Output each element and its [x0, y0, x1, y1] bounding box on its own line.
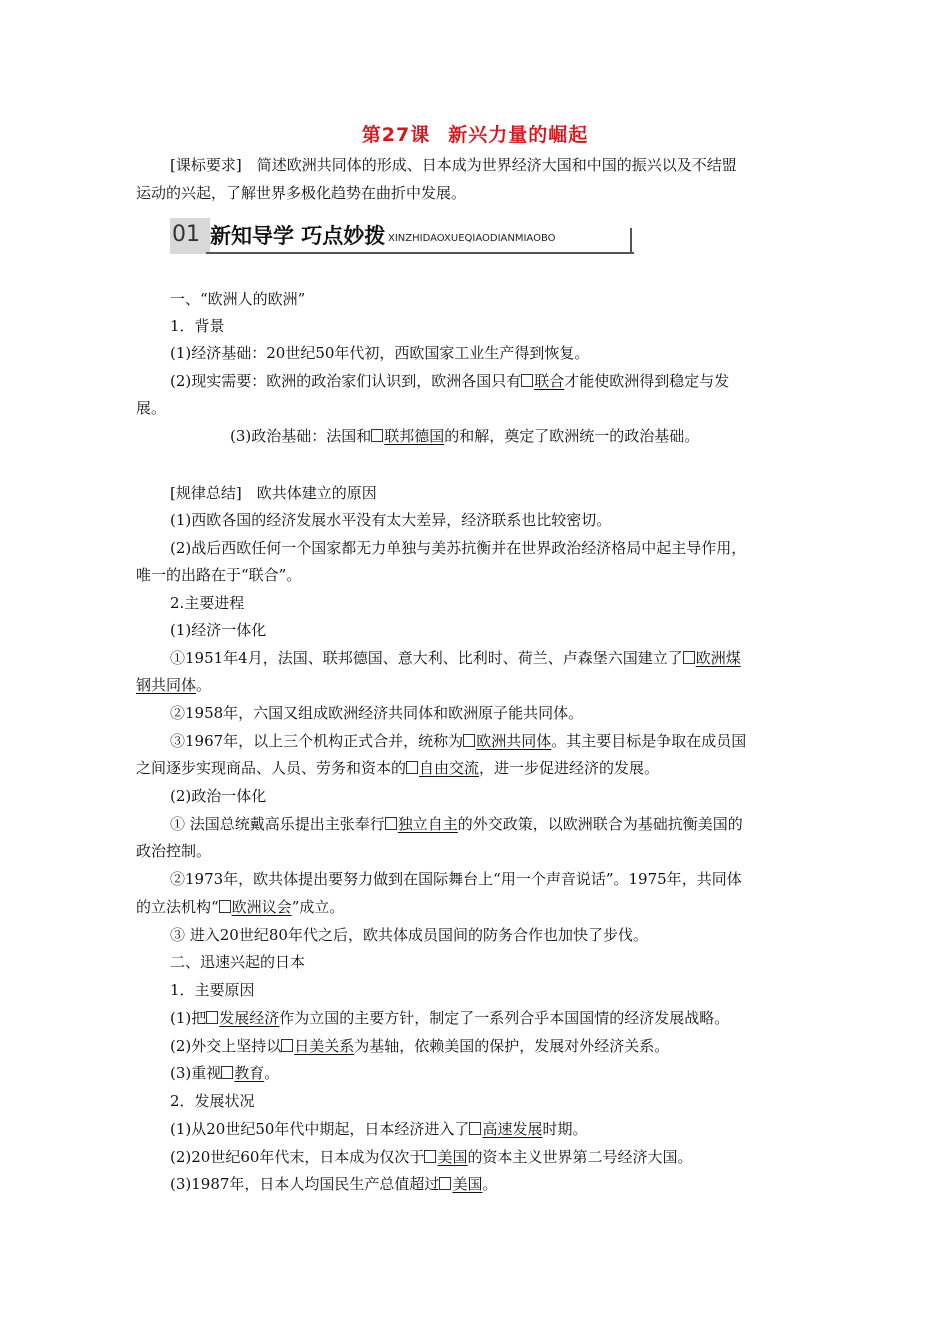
- answer-text: 钢共同体: [136, 676, 197, 694]
- text: ③1967年，以上三个机构正式合并，统称为: [170, 732, 464, 750]
- banner-number: 01: [172, 222, 200, 247]
- text: ①1951年4月，法国、联邦德国、意大利、比利时、荷兰、卢森堡六国建立了: [170, 649, 683, 667]
- section-2-heading: 二、迅速兴起的日本: [170, 953, 306, 971]
- text: 。: [264, 1064, 280, 1082]
- answer-text: 欧洲共同体: [476, 732, 552, 750]
- answer-text: 美国: [437, 1148, 468, 1166]
- answer-text: 欧洲煤: [695, 649, 741, 667]
- text: 的和解，奠定了欧洲统一的政治基础。: [444, 427, 700, 445]
- text: (3)重视: [170, 1064, 222, 1082]
- banner-underline: [206, 252, 634, 254]
- paragraph: [170, 1119, 587, 1139]
- paragraph: ②1973年，欧共体提出要努力做到在国际舞台上“用一个声音说话”。1975年，共同体: [170, 870, 742, 888]
- paragraph-continued: [136, 675, 211, 695]
- paragraph-continued: 政治控制。: [136, 842, 212, 860]
- text: 。其主要目标是争取在成员国: [551, 732, 747, 750]
- text: (3)政治基础：法国和: [230, 427, 372, 445]
- answer-text: 发展经济: [219, 1009, 280, 1027]
- blank-box: [371, 429, 383, 442]
- answer-text: 美国: [452, 1175, 483, 1193]
- text: (2)现实需要：欧洲的政治家们认识到，欧洲各国只有: [170, 372, 522, 390]
- paragraph: [170, 1147, 692, 1167]
- sub-heading-development: 2．发展状况: [170, 1092, 255, 1110]
- answer-text: 高速发展: [482, 1120, 543, 1138]
- text: 的资本主义世界第二号经济大国。: [467, 1148, 693, 1166]
- text: 为基轴，依赖美国的保护，发展对外经济关系。: [354, 1037, 670, 1055]
- page-title: [0, 120, 950, 147]
- text: (2)外交上坚持以: [170, 1037, 282, 1055]
- blank-box: [424, 1150, 436, 1163]
- text: 的立法机构“: [136, 898, 219, 916]
- sub-heading-reasons: 1．主要原因: [170, 981, 255, 999]
- paragraph: [170, 1063, 279, 1083]
- text: (3)1987年，日本人均国民生产总值超过: [170, 1175, 440, 1193]
- paragraph: [170, 1174, 497, 1194]
- text: ① 法国总统戴高乐提出主张奉行: [170, 815, 385, 833]
- text: ，进一步促进经济的发展。: [479, 759, 660, 777]
- answer-text: 教育: [234, 1064, 265, 1082]
- blank-box: [683, 651, 695, 664]
- text: 之间逐步实现商品、人员、劳务和资本的: [136, 759, 407, 777]
- sub-heading-economic: (1)经济一体化: [170, 621, 267, 639]
- text: 时期。: [542, 1120, 588, 1138]
- paragraph: [170, 814, 743, 834]
- blank-box: [219, 900, 231, 913]
- summary-heading: [规律总结] 欧共体建立的原因: [170, 484, 377, 502]
- blank-box: [521, 374, 533, 387]
- blank-box: [221, 1066, 233, 1079]
- requirement-line-2: 运动的兴起，了解世界多极化趋势在曲折中发展。: [136, 184, 467, 202]
- requirement-line-1: [课标要求] 简述欧洲共同体的形成、日本成为世界经济大国和中国的振兴以及不结盟: [170, 156, 737, 174]
- banner-title: 新知导学 巧点妙拨: [210, 223, 386, 248]
- text: 才能使欧洲得到稳定与发: [564, 372, 730, 390]
- blank-box: [439, 1177, 451, 1190]
- paragraph: [170, 731, 746, 751]
- paragraph-continued: 展。: [136, 399, 167, 417]
- sub-heading-political: (2)政治一体化: [170, 787, 267, 805]
- text: (1)从20世纪50年代中期起，日本经济进入了: [170, 1120, 470, 1138]
- paragraph: [170, 1008, 729, 1028]
- banner-end-bar: [630, 228, 632, 254]
- text: 。: [196, 676, 212, 694]
- answer-text: 联邦德国: [384, 427, 445, 445]
- blank-box: [463, 734, 475, 747]
- text: (1)把: [170, 1009, 207, 1027]
- lesson-name: 新兴力量的崛起: [448, 124, 589, 146]
- blank-box: [385, 817, 397, 830]
- blank-box: [206, 1011, 218, 1024]
- answer-text: 自由交流: [419, 759, 480, 777]
- text: 。: [482, 1175, 498, 1193]
- answer-text: 独立自主: [397, 815, 458, 833]
- paragraph: (2)战后西欧任何一个国家都无力单独与美苏抗衡并在世界政治经济格局中起主导作用，: [170, 539, 747, 557]
- sub-heading-background: 1．背景: [170, 317, 225, 335]
- answer-text: 欧洲议会: [231, 898, 292, 916]
- blank-box: [281, 1039, 293, 1052]
- text: ”成立。: [291, 898, 345, 916]
- sub-heading-process: 2.主要进程: [170, 594, 245, 612]
- text: 的外交政策，以欧洲联合为基础抗衡美国的: [457, 815, 743, 833]
- paragraph: ③ 进入20世纪80年代之后，欧共体成员国间的防务合作也加快了步伐。: [170, 926, 648, 944]
- section-1-heading: 一、“欧洲人的欧洲”: [170, 290, 306, 308]
- paragraph: [170, 371, 729, 391]
- section-banner: [170, 218, 632, 254]
- paragraph: [230, 426, 699, 446]
- answer-text: 联合: [534, 372, 565, 390]
- blank-box: [469, 1122, 481, 1135]
- paragraph: [170, 648, 741, 668]
- paragraph: [170, 1036, 669, 1056]
- paragraph: (1)经济基础：20世纪50年代初，西欧国家工业生产得到恢复。: [170, 344, 590, 362]
- lesson-number: 第27课: [361, 124, 431, 146]
- paragraph: (1)西欧各国的经济发展水平没有太大差异，经济联系也比较密切。: [170, 511, 612, 529]
- answer-text: 日美关系: [294, 1037, 355, 1055]
- text: 作为立国的主要方针，制定了一系列合乎本国国情的经济发展战略。: [279, 1009, 730, 1027]
- paragraph-continued: [136, 758, 659, 778]
- paragraph-continued: 唯一的出路在于“联合”。: [136, 566, 302, 584]
- banner-pinyin: XINZHIDAOXUEQIAODIANMIAOBO: [388, 233, 556, 244]
- text: (2)20世纪60年代末，日本成为仅次于: [170, 1148, 425, 1166]
- paragraph: ②1958年，六国又组成欧洲经济共同体和欧洲原子能共同体。: [170, 704, 584, 722]
- blank-box: [406, 761, 418, 774]
- paragraph-continued: [136, 897, 344, 917]
